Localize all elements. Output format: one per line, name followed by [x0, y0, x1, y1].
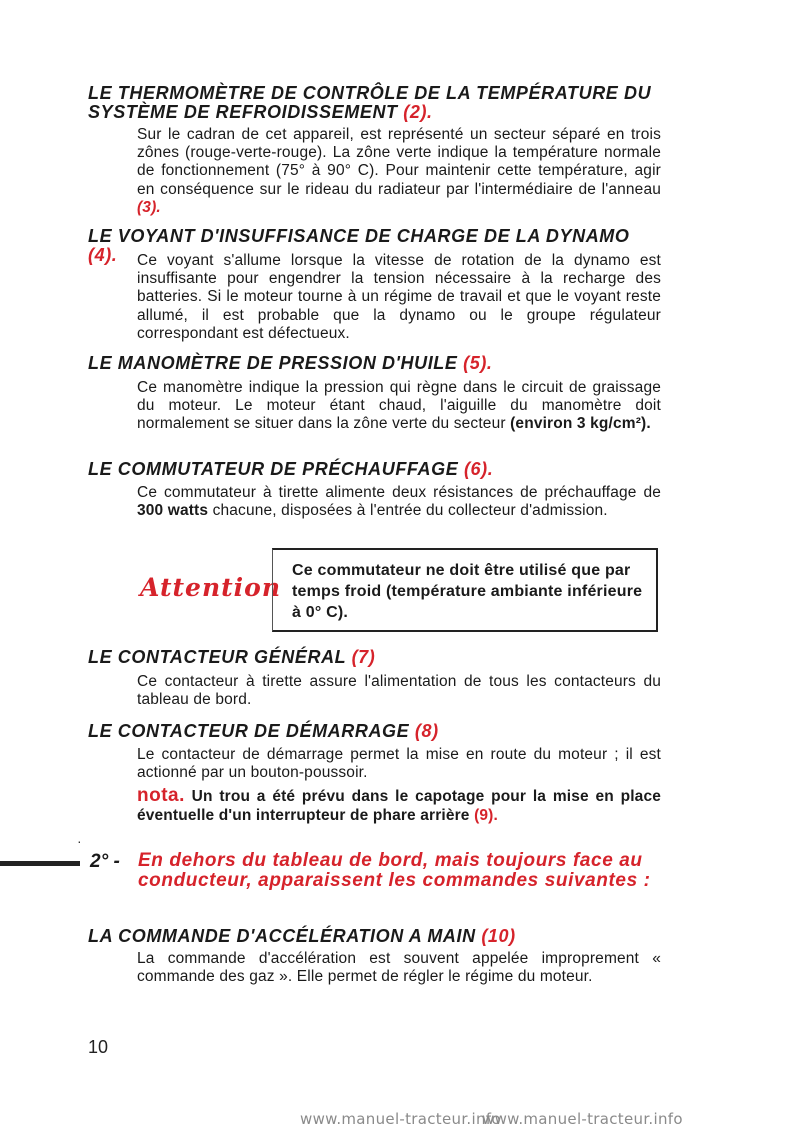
watermark-right: www.manuel-tracteur.info: [482, 1110, 683, 1128]
paragraph-commutateur-before: Ce commutateur à tirette alimente deux résistances de préchauffage de: [137, 484, 661, 501]
heading-contacteur-demarrage-ref: (8): [414, 721, 439, 741]
nota-block: [137, 786, 661, 825]
section-title: En dehors du tableau de bord, mais toujours face au conducteur, apparaissent les commandes suivantes :: [138, 850, 651, 891]
heading-commutateur-ref: (6).: [463, 459, 494, 479]
heading-commutateur-title: LE COMMUTATEUR DE PRÉCHAUFFAGE: [88, 459, 459, 479]
paragraph-manometre: [137, 379, 661, 434]
paragraph-commutateur-bold: 300 watts: [137, 502, 209, 520]
heading-acceleration-title: LA COMMANDE D'ACCÉLÉRATION A MAIN: [88, 926, 476, 946]
page-number: 10: [88, 1037, 109, 1057]
paragraph-thermometre-text: Sur le cadran de cet appareil, est représenté un secteur séparé en trois zônes (rouge-verte-rouge). La zône verte indique la température normale de fonctionnement (75° à 90° C). Pour maintenir cette température, agir en conséquence sur le rideau du radiateur par l'intermédiaire de l'anneau: [137, 126, 661, 198]
section-number: 2° -: [90, 851, 120, 872]
paragraph-manometre-bold: (environ 3 kg/cm²).: [510, 415, 651, 433]
heading-contacteur-general-ref: (7): [351, 647, 376, 667]
nota-ref: (9).: [474, 807, 498, 824]
paragraph-commutateur-after: chacune, disposées à l'entrée du collecteur d'admission.: [212, 502, 608, 520]
heading-contacteur-general-title: LE CONTACTEUR GÉNÉRAL: [88, 647, 346, 667]
heading-manometre-title: LE MANOMÈTRE DE PRESSION D'HUILE: [88, 353, 458, 373]
heading-voyant-ref: (4).: [88, 245, 118, 265]
paragraph-manometre-text: Ce manomètre indique la pression qui règne dans le circuit de graissage du moteur. Le moteur étant chaud, l'aiguille du manomètre doit normalement se situer dans la zône verte du secteur: [137, 379, 661, 433]
heading-contacteur-demarrage: [88, 722, 663, 741]
heading-thermometre-title: LE THERMOMÈTRE DE CONTRÔLE DE LA TEMPÉRATURE DU SYSTÈME DE REFROIDISSEMENT: [88, 83, 652, 122]
paragraph-contacteur-general: Ce contacteur à tirette assure l'alimentation de tous les contacteurs du tableau de bord.: [137, 673, 661, 709]
heading-thermometre: [88, 84, 663, 122]
heading-manometre-ref: (5).: [463, 353, 493, 373]
heading-acceleration-ref: (10): [481, 926, 516, 946]
attention-label: Attention: [140, 573, 282, 602]
paragraph-voyant: Ce voyant s'allume lorsque la vitesse de rotation de la dynamo est insuffisante pour engendrer la tension nécessaire à la recharge des batteries. Si le moteur tourne à un régime de travail et que le voyant reste allumé, il est probable que la dynamo ou le groupe régulateur correspondant est défectueux.: [137, 252, 661, 342]
heading-contacteur-demarrage-title: LE CONTACTEUR DE DÉMARRAGE: [88, 721, 410, 741]
heading-voyant-title: LE VOYANT D'INSUFFISANCE DE CHARGE DE LA DYNAMO: [88, 226, 630, 246]
heading-acceleration: [88, 927, 663, 946]
paragraph-thermometre: [137, 126, 661, 217]
paragraph-thermometre-ref: (3).: [137, 198, 161, 216]
paragraph-acceleration: La commande d'accélération est souvent appelée improprement « commande des gaz ». Elle permet de régler le régime du moteur.: [137, 950, 661, 986]
paragraph-commutateur: [137, 484, 661, 520]
section-marker-dot: ·: [77, 833, 82, 849]
heading-thermometre-ref: (2).: [403, 102, 433, 122]
attention-text: Ce commutateur ne doit être utilisé que par temps froid (température ambiante inférieure à 0° C).: [292, 562, 643, 621]
nota-text: Un trou a été prévu dans le capotage pour la mise en place éventuelle d'un interrupteur de phare arrière: [137, 788, 661, 824]
section-rule: [0, 861, 80, 866]
watermark-left: www.manuel-tracteur.info: [300, 1110, 501, 1128]
heading-commutateur: [88, 460, 663, 479]
nota-label: nota.: [137, 785, 185, 806]
heading-contacteur-general: [88, 648, 663, 667]
heading-manometre: [88, 354, 663, 373]
paragraph-contacteur-demarrage: Le contacteur de démarrage permet la mise en route du moteur ; il est actionné par un bouton-poussoir.: [137, 746, 661, 782]
